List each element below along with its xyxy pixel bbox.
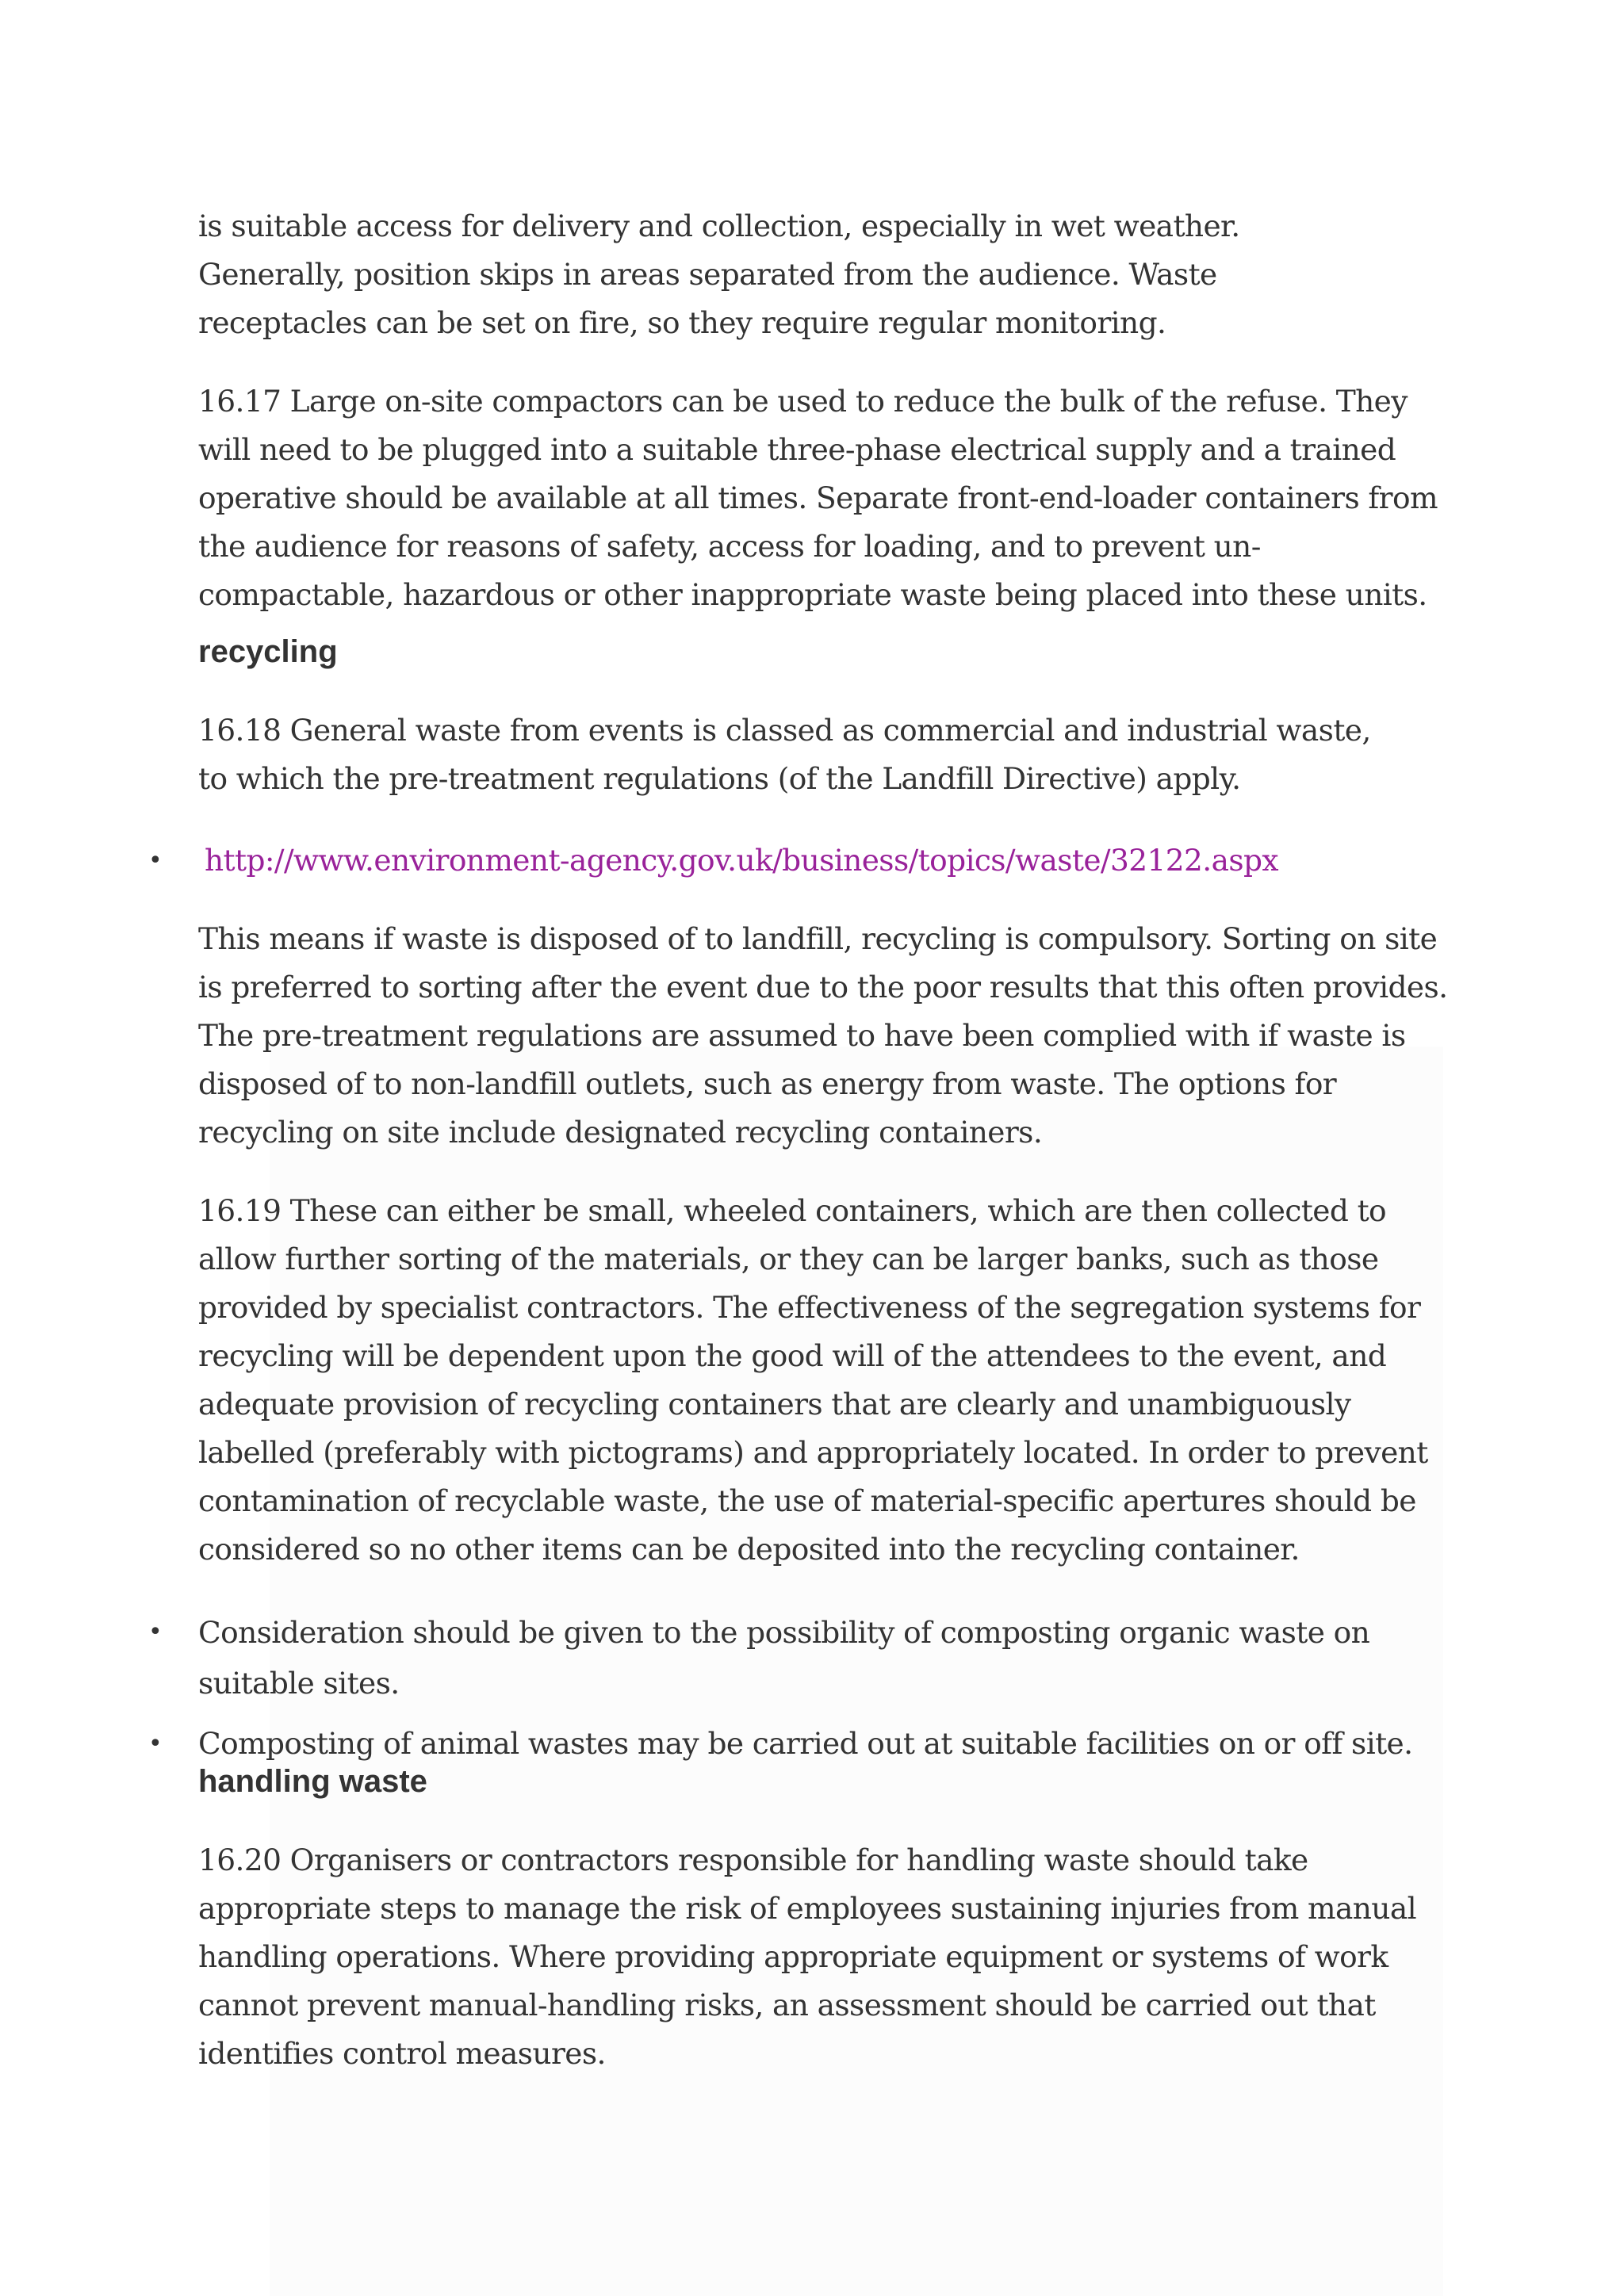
bullet-icon: • xyxy=(148,847,163,874)
bullet-icon: • xyxy=(148,1618,163,1646)
document-content xyxy=(148,202,1459,2078)
list-item-composting-animal xyxy=(148,1720,1459,1768)
link-list-item xyxy=(148,836,1459,885)
heading-recycling: recycling xyxy=(198,634,338,669)
paragraph-16-19: 16.19 These can either be small, wheeled containers, which are then collected to allow further sorting of the materials, or they can be larger banks, such as those provided by specialist contractors. The effectiveness of the segregation systems for recycling will be dependent upon the good will of the attendees to the event, and adequate provision of recycling containers that are clearly and unambiguously labelled (preferably with pictograms) and appropriately located. In order to prevent contamination of recyclable waste, the use of material-specific apertures should be considered so no other items can be deposited into the recycling container. xyxy=(198,1193,1428,1567)
bullet-icon: • xyxy=(148,1730,163,1758)
paragraph-16-18: 16.18 General waste from events is classed as commercial and industrial waste, to which the pre-treatment regulations (of the Landfill Directive) apply. xyxy=(198,713,1371,796)
paragraph-16-20: 16.20 Organisers or contractors responsible for handling waste should take appropriate steps to manage the risk of employees sustaining injuries from manual handling operations. Where providing appropriate equipment or systems of work cannot prevent manual-handling risks, an assessment should be carried out that identifies control measures. xyxy=(198,1843,1417,2071)
paragraph-16-17: 16.17 Large on-site compactors can be used to reduce the bulk of the refuse. They will need to be plugged into a suitable three-phase electrical supply and a trained operative should be available at all times. Separate front-end-loader containers from the audience for reasons of safety, access for loading, and to prevent un-compactable, hazardous or other inappropriate waste being placed into these units. xyxy=(198,384,1438,612)
paragraph-intro: is suitable access for delivery and collection, especially in wet weather. Generally, position skips in areas separated from the audience. Waste receptacles can be set on fire, so they require regular monitoring. xyxy=(198,209,1240,340)
paragraph-landfill-recycling: This means if waste is disposed of to landfill, recycling is compulsory. Sorting on site is preferred to sorting after the event due to the poor results that this often provides. The pre-treatment regulations are assumed to have been complied with if waste is disposed of to non-landfill outlets, such as energy from waste. The options for recycling on site include designated recycling containers. xyxy=(198,921,1448,1150)
list-item-text: Consideration should be given to the possibility of composting organic waste on suitable sites. xyxy=(198,1615,1370,1701)
environment-agency-link[interactable]: http://www.environment-agency.gov.uk/business/topics/waste/32122.aspx xyxy=(205,843,1278,878)
list-item-composting-organic xyxy=(148,1607,1372,1709)
heading-handling-waste: handling waste xyxy=(198,1764,427,1799)
list-item-text: Composting of animal wastes may be carried out at suitable facilities on or off site. xyxy=(198,1726,1413,1761)
